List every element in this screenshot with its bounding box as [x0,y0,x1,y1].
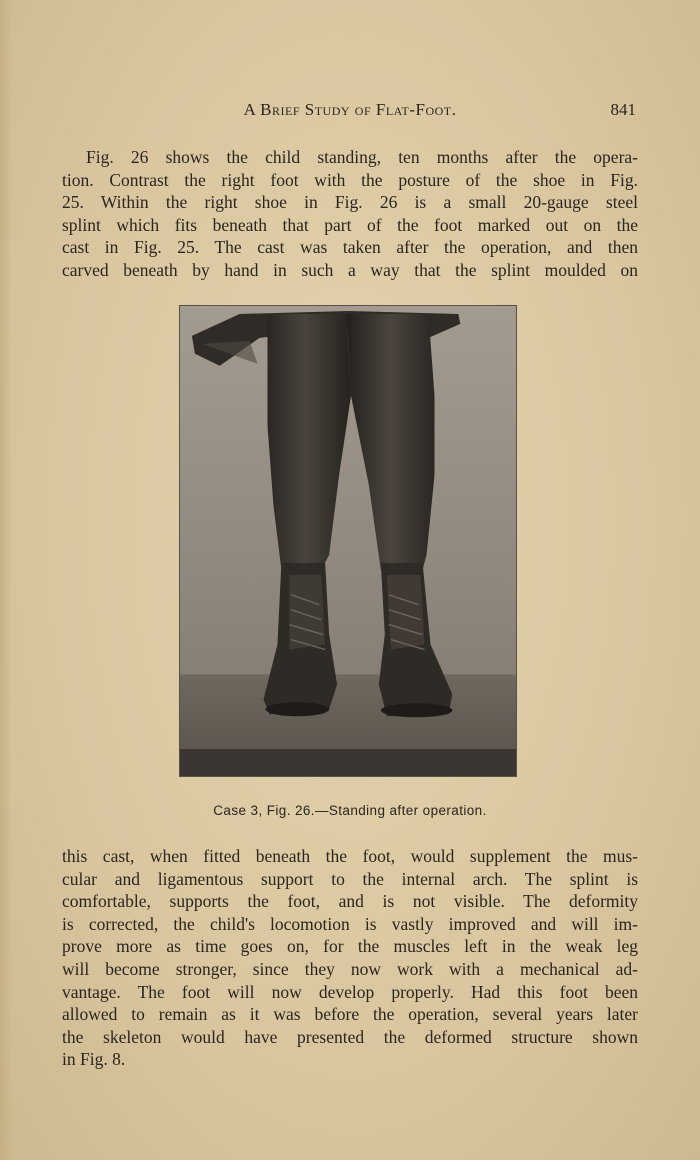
paragraph-2-line: vantage. The foot will now develop properly. Had this foot been [62,981,638,1002]
running-title: A Brief Study of Flat-Foot. [243,100,457,119]
running-head [62,100,638,124]
photograph-legs-boots-icon [180,306,516,776]
paragraph-2-line: is corrected, the child's locomotion is vastly improved and will im- [62,913,638,934]
paragraph-1-line: cast in Fig. 25. The cast was taken after the operation, and then [62,237,638,258]
figure-photograph [179,305,517,777]
page-number: 841 [610,100,636,119]
paragraph-2-line: comfortable, supports the foot, and is not visible. The deformity [62,891,638,912]
paragraph-2-line: this cast, when fitted beneath the foot, would supplement the mus- [62,846,638,866]
paragraph-1 [62,146,638,282]
paragraph-1-line: 25. Within the right shoe in Fig. 26 is a small 20-gauge steel [62,192,638,213]
paragraph-1-line: tion. Contrast the right foot with the posture of the shoe in Fig. [62,169,638,190]
paragraph-1-line: Fig. 26 shows the child standing, ten months after the opera- [86,147,638,167]
paragraph-2-line: in Fig. 8. [62,1049,126,1070]
paragraph-2-line: the skeleton would have presented the deformed structure shown [62,1026,638,1047]
paragraph-2-line: prove more as time goes on, for the muscles left in the weak leg [62,936,638,957]
paragraph-2-line: will become stronger, since they now work with a mechanical ad- [62,958,638,979]
paragraph-2-line: allowed to remain as it was before the operation, several years later [62,1004,638,1025]
paragraph-2 [62,845,638,1071]
paragraph-2-line: cular and ligamentous support to the internal arch. The splint is [62,868,638,889]
paragraph-1-line: splint which fits beneath that part of the foot marked out on the [62,214,638,235]
paragraph-1-line: carved beneath by hand in such a way that the splint moulded on [62,259,638,280]
figure-caption: Case 3, Fig. 26.—Standing after operation. [213,803,487,818]
